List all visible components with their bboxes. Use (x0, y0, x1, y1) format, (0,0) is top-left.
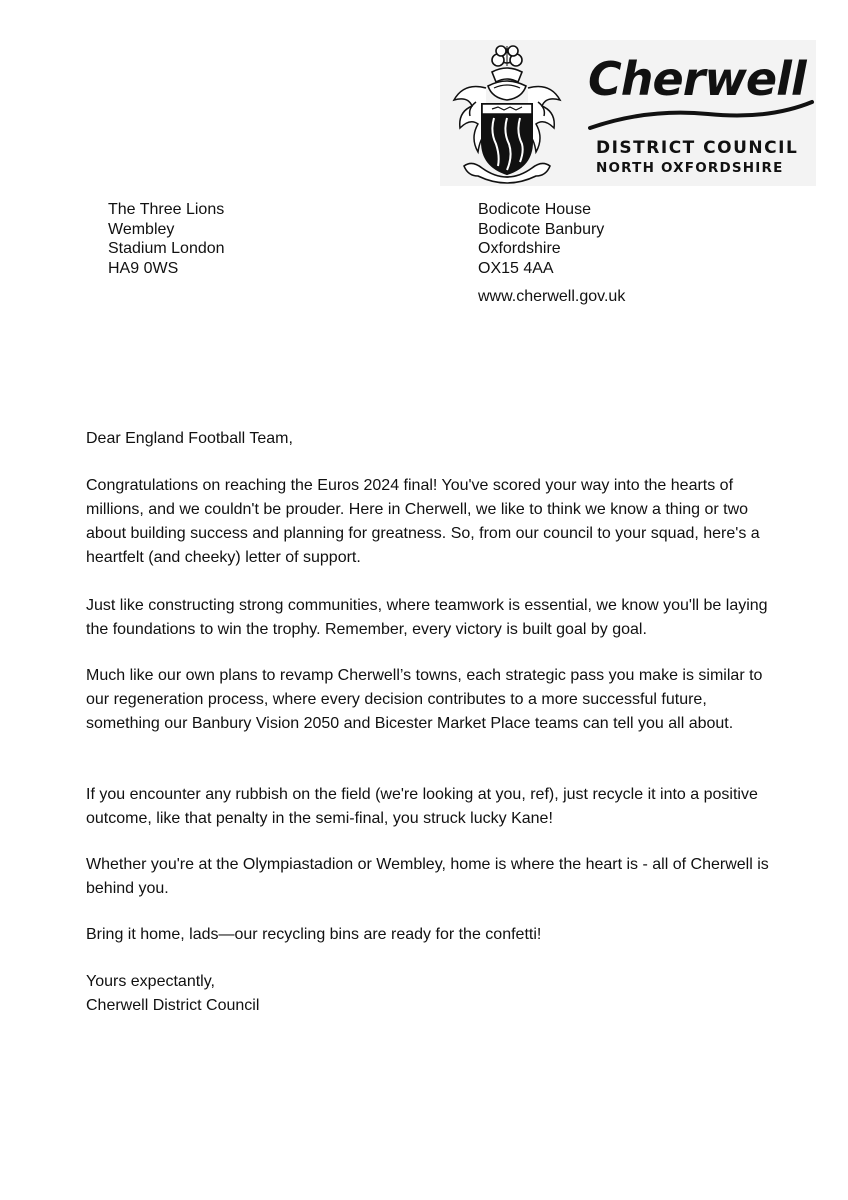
website-link[interactable]: www.cherwell.gov.uk (478, 288, 626, 305)
letter-paragraph: If you encounter any rubbish on the field (we're looking at you, ref), just recycle it into a positive outcome, like that penalty in the semi-final, you struck lucky Kane! (86, 786, 758, 827)
letter-greeting: Dear England Football Team, (86, 430, 293, 447)
letter-paragraph: Much like our own plans to revamp Cherwell’s towns, each strategic pass you make is similar to our regeneration process, where every decision contributes to a more successful future, something our Banbury Vision 2050 and Bicester Market Place teams can tell you all about. (86, 667, 763, 732)
address-line: Bodicote Banbury (478, 220, 605, 238)
logo-district-council: DISTRICT COUNCIL (596, 138, 799, 158)
letter-closing (86, 970, 776, 1018)
logo-north-oxfordshire: NORTH OXFORDSHIRE (596, 160, 784, 176)
letter-signoff: Yours expectantly, (86, 973, 215, 990)
coat-of-arms-icon (448, 42, 566, 186)
recipient-address (108, 200, 225, 278)
letter-paragraph: Just like constructing strong communities, where teamwork is essential, we know you'll be laying the foundations to win the trophy. Remember, every victory is built goal by goal. (86, 597, 768, 638)
address-line: HA9 0WS (108, 259, 179, 277)
address-line: OX15 4AA (478, 259, 554, 277)
letter-paragraph: Whether you're at the Olympiastadion or Wembley, home is where the heart is - all of Cherwell is behind you. (86, 856, 769, 897)
address-line: Wembley (108, 220, 175, 238)
address-line: Stadium London (108, 240, 225, 257)
letter-paragraph: Congratulations on reaching the Euros 2024 final! You've scored your way into the hearts of millions, and we couldn't be prouder. Here in Cherwell, we like to think we know a thing or two about building success and planning for greatness. So, from our council to your squad, here's a heartfelt (and cheeky) letter of support. (86, 477, 760, 566)
letter-signature: Cherwell District Council (86, 997, 260, 1014)
address-line: The Three Lions (108, 201, 225, 218)
address-line: Bodicote House (478, 201, 591, 218)
letter-paragraph: Bring it home, lads—our recycling bins are ready for the confetti! (86, 926, 542, 943)
cherwell-logo (588, 52, 816, 182)
logo-wordmark: Cherwell (588, 52, 806, 106)
address-line: Oxfordshire (478, 240, 561, 257)
logo-swoosh-icon (588, 98, 816, 134)
sender-address (478, 200, 604, 278)
